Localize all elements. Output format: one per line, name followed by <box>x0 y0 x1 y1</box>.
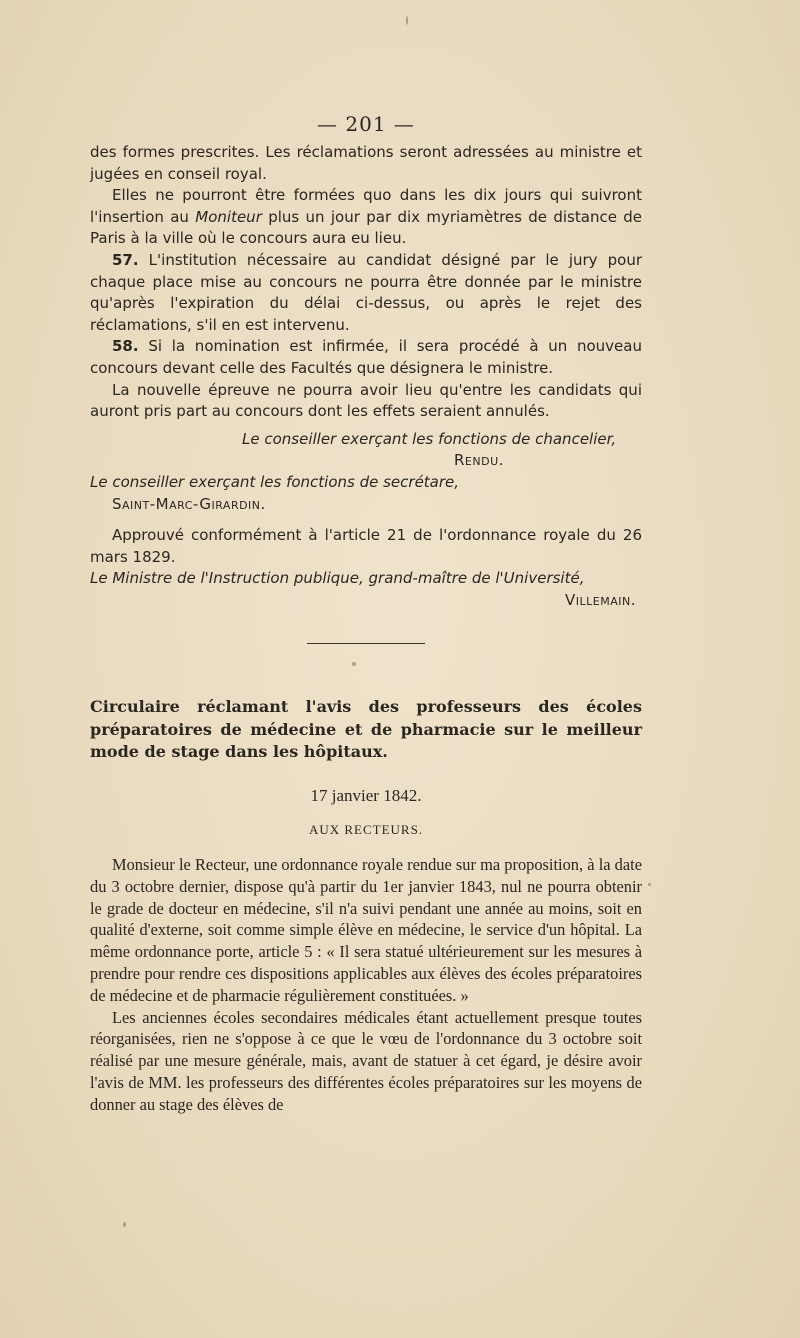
moniteur-title: Moniteur <box>195 207 262 226</box>
article-text: Si la nomination est infirmée, il sera procédé à un nouveau concours devant celle des Facultés que désignera le ministre. <box>90 337 642 377</box>
paragraph-text: Elles ne pourront être formées quo dans les dix jours qui suivront l'insertion au <box>90 186 642 226</box>
article-58 <box>90 336 642 379</box>
paper-speck <box>648 883 651 886</box>
signature-name: Saint-Marc-Girardin. <box>112 494 266 513</box>
circular-heading: Circulaire réclamant l'avis des professeurs des écoles préparatoires de médecine et de pharmacie sur le meilleur mode de stage dans les hôpitaux. <box>90 697 642 762</box>
paragraph: Les anciennes écoles secondaires médicales étant actuellement presque toutes réorganisées, rien ne s'oppose à ce que le vœu de l'ordonnance du 3 octobre soit réalisé par une mesure générale, mais, avant de statuer à cet égard, je désire avoir l'avis de MM. les professeurs des différentes écoles préparatoires sur les moyens de donner au stage des élèves de <box>90 1007 642 1114</box>
approval-text: Approuvé conformément à l'article 21 de l'ordonnance royale du 26 mars 1829. <box>90 526 642 566</box>
signature-title: Le Ministre de l'Instruction publique, grand-maître de l'Université, <box>90 569 585 588</box>
circular-date: 17 janvier 1842. <box>310 785 422 805</box>
paragraph: La nouvelle épreuve ne pourra avoir lieu qu'entre les candidats qui auront pris part au concours dont les effets seraient annulés. <box>90 380 642 421</box>
article-57 <box>90 250 642 336</box>
regulation-text <box>90 142 642 611</box>
page-number: — 201 — <box>317 112 415 136</box>
paragraph: des formes prescrites. Les réclamations seront adressées au ministre et jugées en conseil royal. <box>90 143 642 183</box>
signature-name: Rendu. <box>454 451 504 470</box>
paragraph <box>90 185 642 250</box>
signature-title: Le conseiller exerçant les fonctions de chancelier, <box>242 429 617 448</box>
signature-title: Le conseiller exerçant les fonctions de secrétare, <box>90 472 460 491</box>
article-number: 58. <box>112 337 139 356</box>
paper-speck <box>123 1222 126 1227</box>
article-text: L'institution nécessaire au candidat désigné par le jury pour chaque place mise au concours ne pourra être donnée par le ministre qu'après l'expiration du délai ci-dessus, ou après le rejet des réclamations, s'il en est intervenu. <box>90 250 642 334</box>
circular-body <box>90 854 642 1116</box>
page-text <box>90 112 642 1116</box>
chancelier-signature <box>242 429 642 472</box>
paragraph-text: plus un jour par dix myriamètres de distance de Paris à la ville où le concours aura eu lieu. <box>90 207 643 248</box>
minister-signature <box>90 568 642 611</box>
secretaire-signature <box>90 472 642 515</box>
section-divider <box>307 643 425 644</box>
circular-addressee: AUX RECTEURS. <box>308 821 424 837</box>
signature-name: Villemain. <box>565 590 636 609</box>
paper-speck <box>406 16 408 25</box>
article-number: 57. <box>112 250 139 269</box>
paragraph: Monsieur le Recteur, une ordonnance royale rendue sur ma proposition, à la date du 3 octobre dernier, dispose qu'à partir du 1er janvier 1843, nul ne pourra obtenir le grade de docteur en médecine, s'il n'a suivi pendant une année au moins, soit en qualité d'externe, soit comme simple élève en médecine, le service d'un hôpital. La même ordonnance porte, article 5 : « Il sera statué ultérieurement sur les mesures à prendre pour rendre ces dispositions applicables aux élèves des écoles préparatoires de médecine et de pharmacie régulièrement constituées. » <box>90 854 642 1005</box>
